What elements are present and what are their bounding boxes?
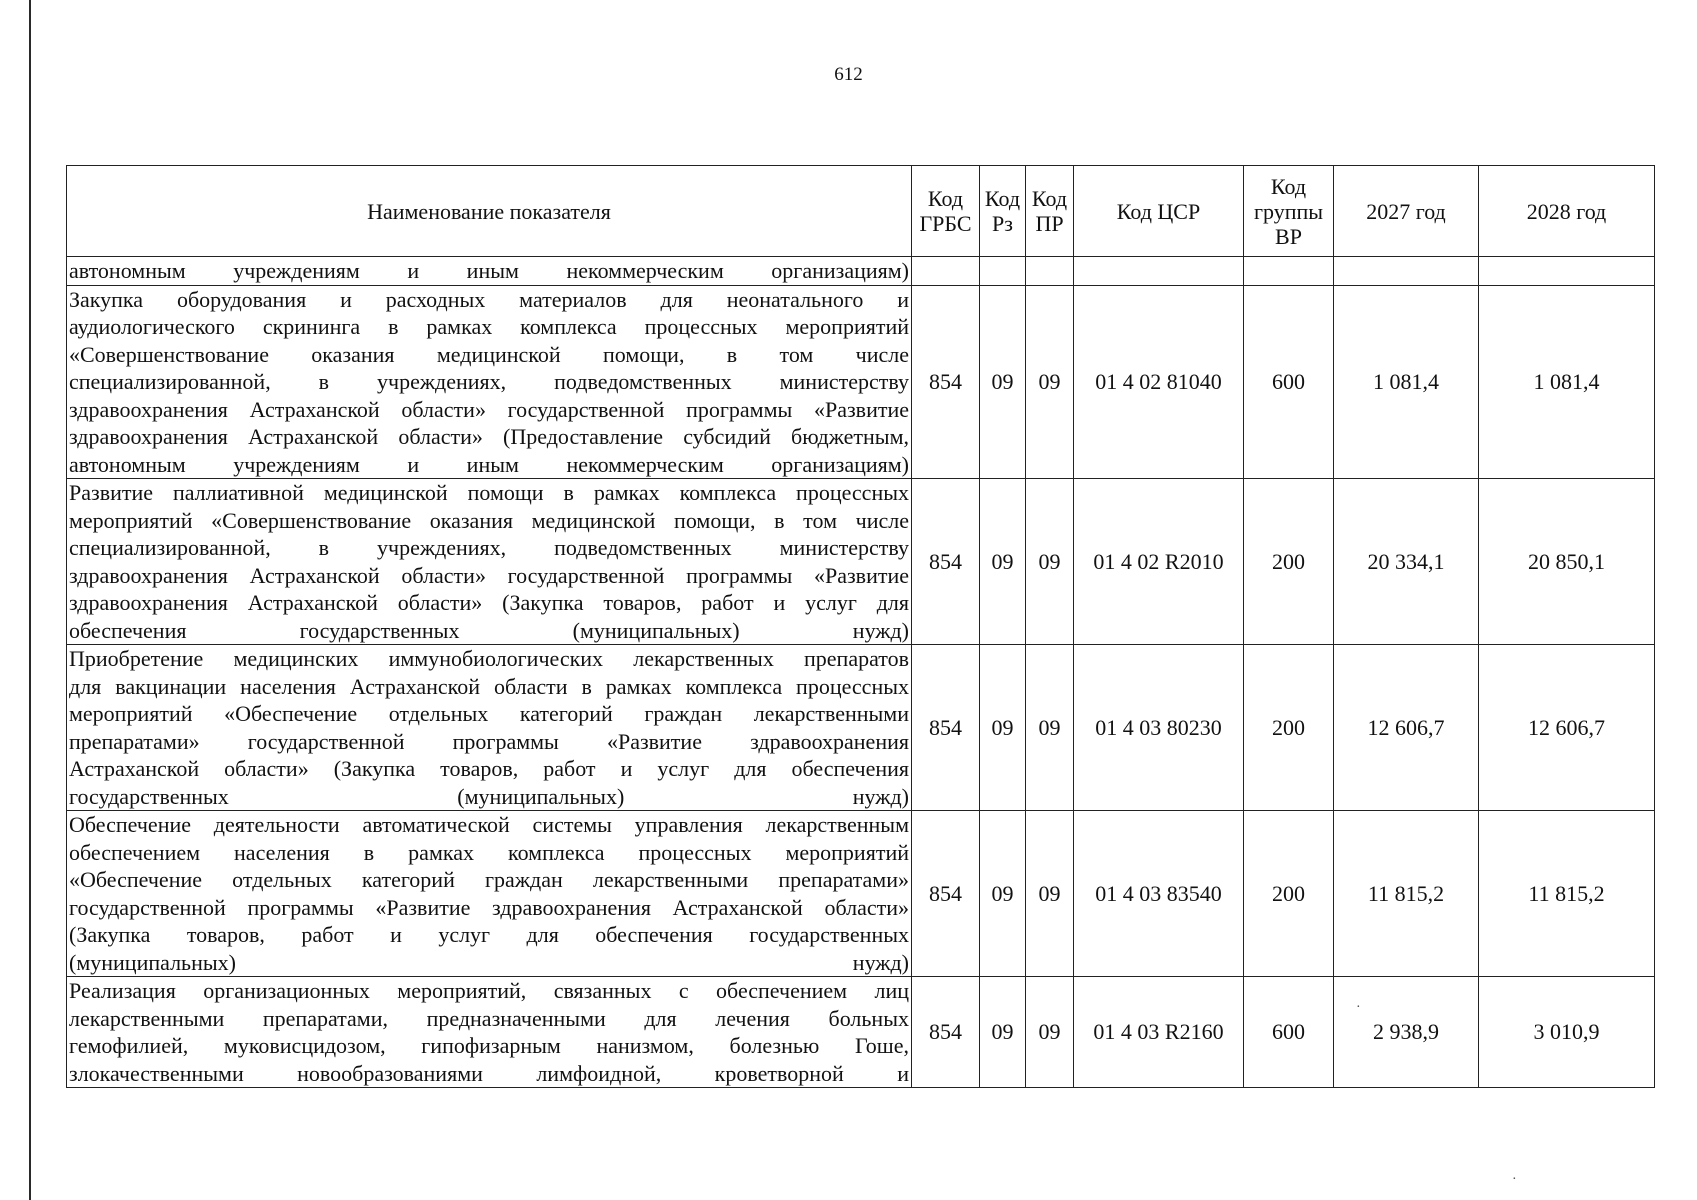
- indicator-name-line: Развитие паллиативной медицинской помощи в рамках комплекса процессных: [69, 480, 909, 505]
- cell-pr: [1026, 257, 1074, 286]
- indicator-name-line: гемофилией, муковисцидозом, гипофизарным нанизмом, болезнью Гоше,: [69, 1033, 909, 1058]
- cell-y2027: 2 938,9: [1334, 977, 1479, 1088]
- header-2027: 2027 год: [1334, 166, 1479, 257]
- cell-y2028: 12 606,7: [1479, 645, 1655, 811]
- indicator-name-line: «Совершенствование оказания медицинской помощи, в том числе: [69, 341, 909, 367]
- indicator-name-line: обеспечением населения в рамках комплекса процессных мероприятий: [69, 839, 909, 865]
- cell-y2028: [1479, 257, 1655, 286]
- cell-rz: [980, 257, 1026, 286]
- cell-grbs: 854: [912, 811, 980, 977]
- table-row: [67, 257, 1655, 286]
- indicator-name-cell: [67, 479, 912, 645]
- cell-y2027: 12 606,7: [1334, 645, 1479, 811]
- cell-rz: 09: [980, 811, 1026, 977]
- scan-speck: ·: [1356, 1000, 1361, 1015]
- cell-y2028: 3 010,9: [1479, 977, 1655, 1088]
- indicator-name-line: Реализация организационных мероприятий, связанных с обеспечением лиц: [69, 978, 909, 1003]
- indicator-name-line: автономным учреждениям и иным некоммерческим организациям): [69, 451, 909, 477]
- indicator-name-line: «Обеспечение отдельных категорий граждан лекарственными препаратами»: [69, 867, 909, 892]
- indicator-name-cell: [67, 811, 912, 977]
- indicator-name-line: здравоохранения Астраханской области» государственной программы «Развитие: [69, 562, 909, 588]
- cell-vr: 200: [1244, 645, 1334, 811]
- indicator-name-line: Приобретение медицинских иммунобиологических лекарственных препаратов: [69, 646, 909, 671]
- cell-csr: 01 4 03 80230: [1074, 645, 1244, 811]
- binding-edge-line: [29, 0, 31, 1200]
- cell-vr: 200: [1244, 479, 1334, 645]
- cell-pr: 09: [1026, 811, 1074, 977]
- indicator-name-line: (муниципальных) нужд): [69, 949, 909, 975]
- indicator-name-line: здравоохранения Астраханской области» государственной программы «Развитие: [69, 396, 909, 422]
- cell-grbs: [912, 257, 980, 286]
- header-2028: 2028 год: [1479, 166, 1655, 257]
- scan-speck: ·: [1512, 1172, 1517, 1187]
- header-grbs: [912, 166, 980, 257]
- table-row: [67, 479, 1655, 645]
- indicator-name-line: мероприятий «Совершенствование оказания медицинской помощи, в том числе: [69, 507, 909, 533]
- cell-pr: 09: [1026, 285, 1074, 479]
- table-header-row: [67, 166, 1655, 257]
- page-number: 612: [834, 64, 863, 85]
- cell-y2027: 20 334,1: [1334, 479, 1479, 645]
- indicator-name-line: специализированной, в учреждениях, подведомственных министерству: [69, 369, 909, 394]
- table-row: [67, 811, 1655, 977]
- cell-y2028: 1 081,4: [1479, 285, 1655, 479]
- cell-grbs: 854: [912, 479, 980, 645]
- cell-csr: 01 4 02 R2010: [1074, 479, 1244, 645]
- indicator-name-line: Астраханской области» (Закупка товаров, работ и услуг для обеспечения: [69, 756, 909, 781]
- indicator-name-line: государственной программы «Развитие здравоохранения Астраханской области»: [69, 894, 909, 920]
- table-row: [67, 285, 1655, 479]
- cell-csr: [1074, 257, 1244, 286]
- indicator-name-line: лекарственными препаратами, предназначенными для лечения больных: [69, 1005, 909, 1031]
- indicator-name-line: государственных (муниципальных) нужд): [69, 783, 909, 809]
- cell-pr: 09: [1026, 645, 1074, 811]
- indicator-name-cell: [67, 257, 912, 286]
- cell-vr: 200: [1244, 811, 1334, 977]
- header-vr-line: ВР: [1275, 223, 1302, 249]
- header-grbs-line: Код: [927, 186, 964, 211]
- cell-y2027: [1334, 257, 1479, 286]
- cell-pr: 09: [1026, 479, 1074, 645]
- indicator-name-cell: [67, 977, 912, 1088]
- cell-rz: 09: [980, 645, 1026, 811]
- cell-grbs: 854: [912, 977, 980, 1088]
- cell-grbs: 854: [912, 285, 980, 479]
- cell-rz: 09: [980, 285, 1026, 479]
- header-pr: [1026, 166, 1074, 257]
- header-csr: Код ЦСР: [1074, 166, 1244, 257]
- header-pr-line: Код: [1031, 186, 1068, 211]
- indicator-name-line: автономным учреждениям и иным некоммерческим организациям): [69, 258, 909, 283]
- indicator-name-line: здравоохранения Астраханской области» (Закупка товаров, работ и услуг для: [69, 590, 909, 615]
- header-name: Наименование показателя: [67, 166, 912, 257]
- cell-vr: 600: [1244, 977, 1334, 1088]
- header-rz-line: Рз: [992, 211, 1013, 236]
- indicator-name-cell: [67, 645, 912, 811]
- indicator-name-line: злокачественными новообразованиями лимфоидной, кроветворной и: [69, 1060, 909, 1086]
- cell-csr: 01 4 03 R2160: [1074, 977, 1244, 1088]
- cell-csr: 01 4 02 81040: [1074, 285, 1244, 479]
- table-body: [67, 257, 1655, 1088]
- indicator-name-line: Закупка оборудования и расходных материалов для неонатального и: [69, 286, 909, 312]
- cell-y2027: 11 815,2: [1334, 811, 1479, 977]
- cell-rz: 09: [980, 977, 1026, 1088]
- cell-vr: [1244, 257, 1334, 286]
- header-rz: [980, 166, 1026, 257]
- indicator-name-line: для вакцинации населения Астраханской области в рамках комплекса процессных: [69, 673, 909, 699]
- cell-pr: 09: [1026, 977, 1074, 1088]
- indicator-name-line: здравоохранения Астраханской области» (Предоставление субсидий бюджетным,: [69, 424, 909, 449]
- indicator-name-line: Обеспечение деятельности автоматической системы управления лекарственным: [69, 812, 909, 837]
- indicator-name-line: препаратами» государственной программы «Развитие здравоохранения: [69, 728, 909, 754]
- indicator-name-line: (Закупка товаров, работ и услуг для обеспечения государственных: [69, 922, 909, 947]
- indicator-name-line: мероприятий «Обеспечение отдельных категорий граждан лекарственными: [69, 701, 909, 726]
- indicator-name-line: специализированной, в учреждениях, подведомственных министерству: [69, 535, 909, 560]
- indicator-name-cell: [67, 285, 912, 479]
- cell-rz: 09: [980, 479, 1026, 645]
- table-row: [67, 645, 1655, 811]
- cell-grbs: 854: [912, 645, 980, 811]
- cell-csr: 01 4 03 83540: [1074, 811, 1244, 977]
- header-grbs-line: ГРБС: [919, 211, 972, 236]
- header-rz-line: Код: [984, 186, 1021, 211]
- cell-y2027: 1 081,4: [1334, 285, 1479, 479]
- header-vr-line: группы: [1253, 198, 1324, 224]
- budget-table: [66, 165, 1655, 1088]
- cell-y2028: 20 850,1: [1479, 479, 1655, 645]
- indicator-name-line: аудиологического скрининга в рамках комплекса процессных мероприятий: [69, 314, 909, 339]
- cell-vr: 600: [1244, 285, 1334, 479]
- table-row: [67, 977, 1655, 1088]
- header-vr-line: Код: [1270, 173, 1307, 199]
- cell-y2028: 11 815,2: [1479, 811, 1655, 977]
- header-pr-line: ПР: [1035, 211, 1064, 236]
- header-vr: [1244, 166, 1334, 257]
- indicator-name-line: обеспечения государственных (муниципальных) нужд): [69, 617, 909, 643]
